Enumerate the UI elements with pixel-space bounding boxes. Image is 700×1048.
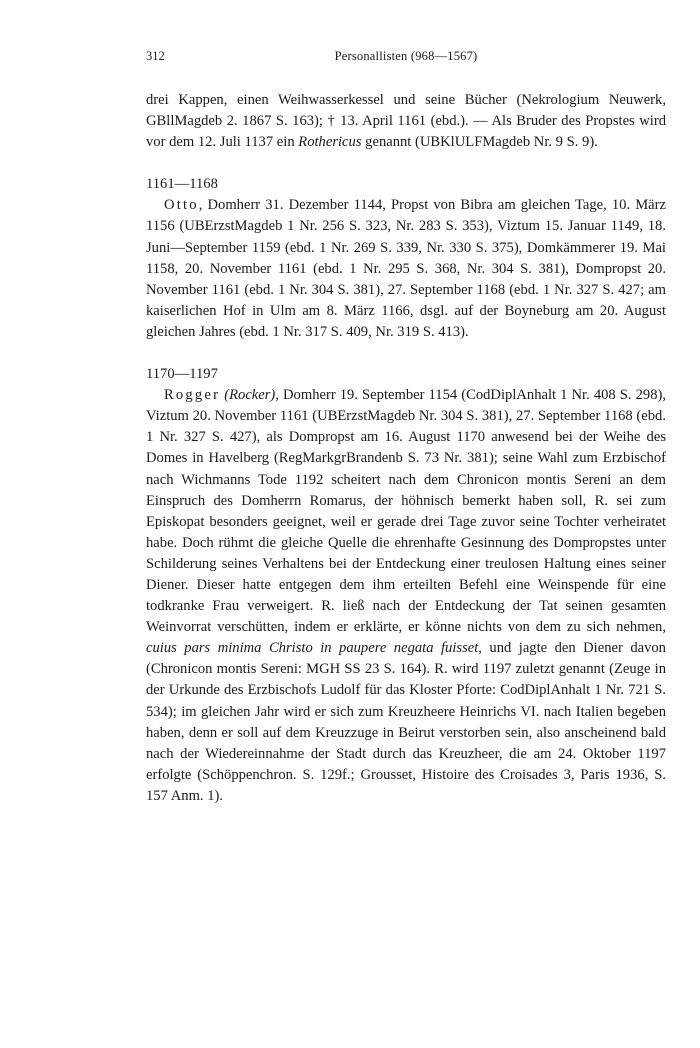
continuation-text-part2: genannt (UBKlULFMagdeb Nr. 9 S. 9). — [361, 134, 598, 151]
page-number: 312 — [146, 49, 165, 63]
entry-latin-quote: cuius pars minima Christo in paupere negata fuisset — [146, 640, 479, 657]
continuation-paragraph — [146, 90, 666, 153]
entry-text: , Domherr 31. Dezember 1144, Propst von Bibra am gleichen Tage, 10. März 1156 (UBErzstMagdeb 1 Nr. 256 S. 323, Nr. 283 S. 353), Viztum 15. Januar 1149, 18. Juni—September 1159 (ebd. 1 Nr. 269 S. 339, Nr. 330 S. 375), Domkämmerer 19. Mai 1158, 20. November 1161 (ebd. 1 Nr. 295 S. 368, Nr. 304 S. 381), Dompropst 20. November 1161 (ebd. 1 Nr. 304 S. 381), 27. September 1168 (ebd. 1 Nr. 327 S. 427; am kaiserlichen Hof in Ulm am 8. März 1166, dsgl. auf der Boyneburg am 20. August gleichen Jahres (ebd. 1 Nr. 317 S. 409, Nr. 319 S. 413). — [146, 197, 666, 340]
book-page — [146, 46, 666, 807]
entry-years-heading: 1170—1197 — [146, 366, 218, 383]
running-title: Personallisten (968—1567) — [334, 49, 478, 63]
entry-otto — [146, 174, 666, 343]
continuation-text-part1: drei Kappen, einen Weihwasserkessel und seine Bücher (Nekrologium Neuwerk, GBllMagdeb 2. 1867 S. 163); † 13. April 1161 (ebd.). — Als Bruder des Propstes wird vor dem 12. Juli 1137 ein — [146, 92, 666, 151]
page-body — [146, 90, 666, 807]
entry-person-name: Otto — [164, 197, 199, 214]
entry-years-heading: 1161—1168 — [146, 176, 218, 193]
entry-rogger — [146, 364, 666, 807]
entry-person-alias: (Rocker) — [224, 387, 276, 404]
entry-text-part2: , und jagte den Diener davon (Chronicon montis Sereni: MGH SS 23 S. 164). R. wird 1197 zuletzt genannt (Zeuge in der Urkunde des Erzbischofs Ludolf für das Kloster Pforte: CodDiplAnhalt 1 Nr. 721 S. 534); im gleichen Jahr wird er sich zum Kreuzheere Heinrichs VI. nach Italien begeben haben, denn er soll auf dem Kreuzzuge in Beirut verstorben sein, also anscheinend bald nach der Wiedereinnahme der Stadt durch das Kreuzheer, die am 24. Oktober 1197 erfolgte (Schöppenchron. S. 129f.; Grousset, Histoire des Croisades 3, Paris 1936, S. 157 Anm. 1). — [146, 640, 666, 804]
entry-text-part1: , Domherr 19. September 1154 (CodDiplAnhalt 1 Nr. 408 S. 298), Viztum 20. November 1161 (UBErzstMagdeb Nr. 304 S. 381), 27. September 1168 (ebd. 1 Nr. 327 S. 427), als Dompropst am 16. August 1170 anwesend bei der Weihe des Domes in Havelberg (RegMarkgrBrandenb S. 73 Nr. 381); seine Wahl zum Erzbischof nach Wichmanns Tode 1192 scheitert nach dem Chronicon montis Sereni an dem Einspruch des Domherrn Romarus, der höhnisch bemerkt haben soll, R. sei zum Episkopat besonders geeignet, weil er gerade drei Tage zuvor seine Tochter verheiratet habe. Doch rühmt die gleiche Quelle die ehrenhafte Gesinnung des Dompropstes unter Schilderung seines Verhaltens bei der Entdeckung einer treulosen Haltung eines seiner Diener. Dieser hatte entgegen dem ihm erteilten Befehl eine Weinspende für eine todkranke Frau verweigert. R. ließ nach der Entdeckung der Tat seinen gesamten Weinvorrat verschütten, indem er erklärte, er könne nichts von dem zu sich nehmen, — [146, 387, 667, 636]
entry-person-name: Rogger — [164, 387, 221, 404]
entry-paragraph — [146, 195, 666, 343]
entry-paragraph — [146, 385, 666, 807]
continuation-italic-name: Rothericus — [298, 134, 362, 151]
page-header — [146, 46, 666, 66]
